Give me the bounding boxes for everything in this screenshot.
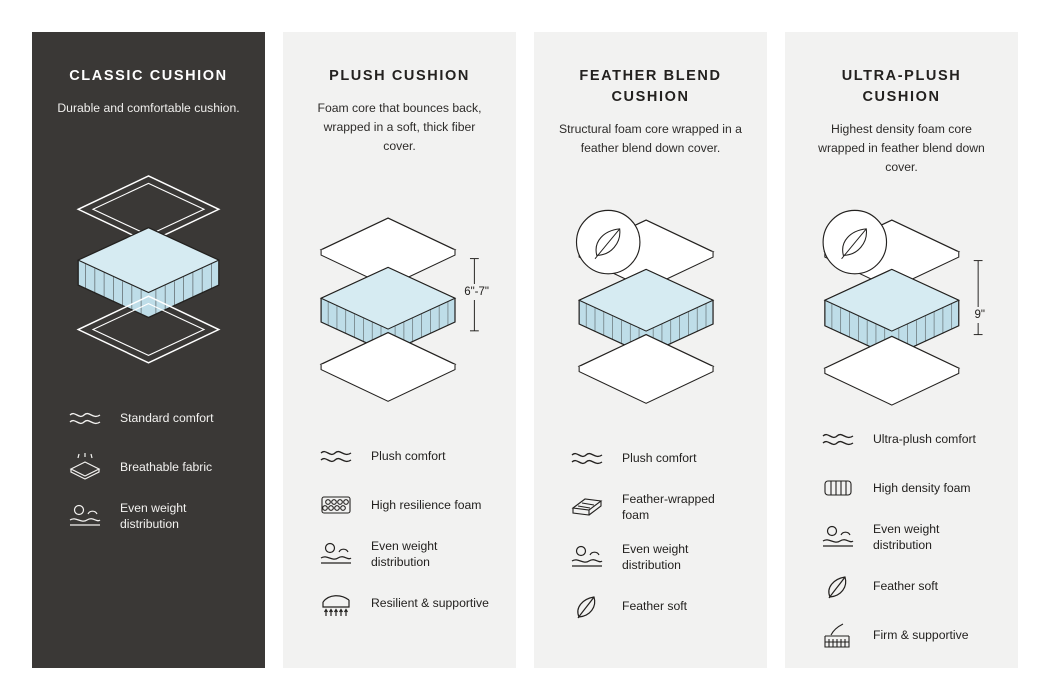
base-layer — [321, 332, 455, 401]
feature-label: High resilience foam — [371, 497, 482, 512]
honeycomb-foam-icon — [315, 489, 357, 521]
waves-icon — [64, 402, 106, 434]
feature-list — [558, 442, 743, 623]
list-item — [315, 538, 492, 571]
card-description: Durable and comfortable cushion. — [57, 101, 240, 116]
even-weight-icon — [817, 521, 859, 553]
list-item — [64, 402, 241, 434]
feature-label: Standard comfort — [120, 410, 214, 425]
list-item — [315, 440, 492, 472]
card-classic-cushion[interactable] — [32, 32, 265, 668]
feature-label: Firm & supportive — [873, 628, 969, 643]
feature-label: Even weight distribution — [873, 521, 940, 553]
cushion-illustration-plush — [307, 166, 492, 434]
feature-label: Even weight distribution — [622, 541, 689, 573]
card-plush-cushion[interactable] — [283, 32, 516, 668]
base-layer — [825, 336, 959, 405]
cushion-illustration-classic — [56, 128, 241, 396]
list-item — [817, 423, 994, 455]
height-label: 6"-7" — [464, 285, 489, 298]
leaf-badge-icon — [823, 210, 886, 273]
feature-label: Feather soft — [873, 579, 939, 594]
waves-icon — [817, 423, 859, 455]
list-item — [64, 500, 241, 533]
list-item — [817, 521, 994, 554]
card-title: CLASSIC CUSHION — [69, 68, 228, 84]
feature-label: High density foam — [873, 480, 971, 495]
list-item — [817, 571, 994, 603]
even-weight-icon — [315, 538, 357, 570]
cushion-illustration-feather-blend — [558, 168, 743, 436]
list-item — [566, 541, 743, 574]
feature-label: Plush comfort — [371, 448, 446, 463]
resilient-support-icon — [315, 588, 357, 620]
cushion-illustration-ultra-plush — [809, 187, 994, 417]
card-title: PLUSH CUSHION — [329, 68, 470, 84]
feather-wrapped-foam-icon — [566, 491, 608, 523]
feature-label: Even weight distribution — [371, 538, 438, 570]
card-feather-blend-cushion[interactable] — [534, 32, 767, 668]
card-description: Highest density foam core wrapped in feather blend down cover. — [818, 122, 985, 174]
feature-label: Ultra-plush comfort — [873, 431, 976, 446]
list-item — [315, 489, 492, 521]
list-item — [817, 620, 994, 652]
card-title: FEATHER BLEND CUSHION — [579, 68, 722, 106]
feature-label: Plush comfort — [622, 450, 697, 465]
list-item — [566, 491, 743, 524]
firm-support-icon — [817, 620, 859, 652]
list-item — [64, 451, 241, 483]
list-item — [817, 472, 994, 504]
breathable-fabric-icon — [64, 451, 106, 483]
list-item — [566, 591, 743, 623]
leaf-badge-icon — [577, 210, 640, 273]
base-layer — [579, 334, 713, 403]
high-density-foam-icon — [817, 472, 859, 504]
list-item — [315, 588, 492, 620]
feature-label: Even weight distribution — [120, 500, 187, 532]
card-description: Structural foam core wrapped in a feather blend down cover. — [559, 122, 742, 155]
waves-icon — [566, 442, 608, 474]
height-dimension — [974, 260, 983, 334]
card-ultra-plush-cushion[interactable] — [785, 32, 1018, 668]
feature-label: Feather-wrapped foam — [622, 491, 715, 523]
feature-label: Breathable fabric — [120, 459, 213, 474]
even-weight-icon — [64, 500, 106, 532]
waves-icon — [315, 440, 357, 472]
feature-list — [56, 402, 241, 533]
even-weight-icon — [566, 541, 608, 573]
feature-label: Resilient & supportive — [371, 596, 489, 611]
list-item — [566, 442, 743, 474]
card-description: Foam core that bounces back, wrapped in a soft, thick fiber cover. — [317, 101, 482, 153]
leaf-icon — [566, 591, 608, 623]
feature-label: Feather soft — [622, 599, 688, 614]
height-label: 9" — [974, 308, 985, 321]
card-title: ULTRA-PLUSH CUSHION — [841, 68, 962, 106]
feature-list — [809, 423, 994, 652]
feature-list — [307, 440, 492, 620]
leaf-icon — [817, 571, 859, 603]
